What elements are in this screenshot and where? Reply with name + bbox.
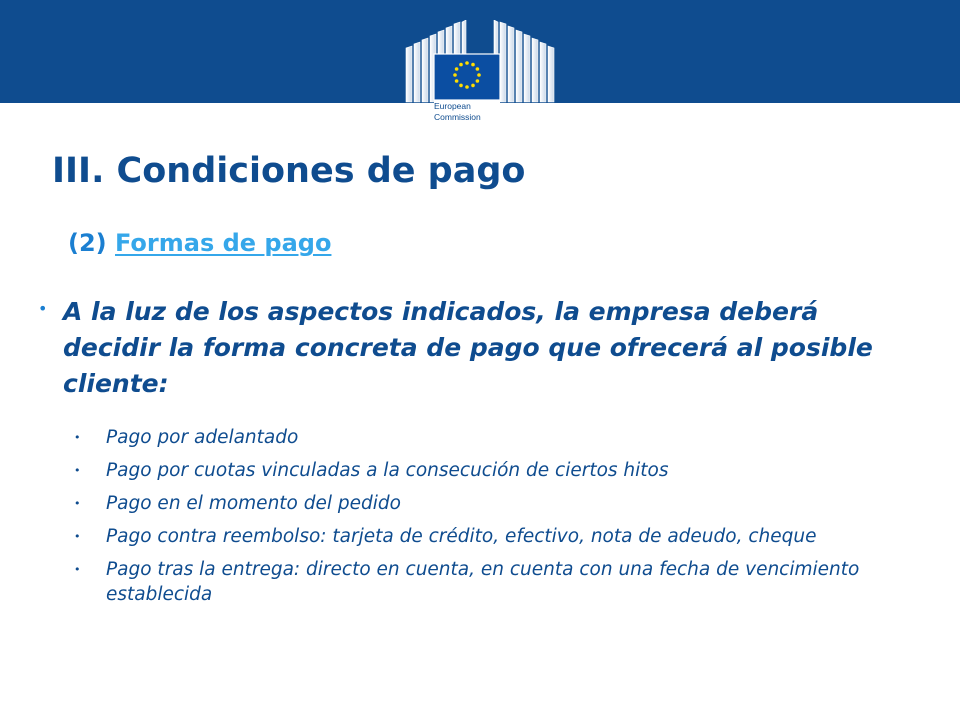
payment-methods-list (72, 425, 922, 615)
list-item-text: Pago por adelantado (106, 427, 299, 448)
list-item (72, 557, 922, 607)
section-subtitle (68, 226, 331, 260)
list-item-text: Pago en el momento del pedido (106, 493, 401, 514)
main-bullet-point (38, 294, 908, 402)
logo-line-european: European (434, 101, 471, 111)
bullet-dot-icon: • (74, 464, 81, 477)
subtitle-link-formas-de-pago[interactable]: Formas de pago (115, 229, 332, 257)
page-title: III. Condiciones de pago (52, 151, 526, 191)
list-item (72, 425, 922, 450)
subtitle-prefix: (2) (68, 229, 115, 257)
list-item-text: Pago contra reembolso: tarjeta de crédito, efectivo, nota de adeudo, cheque (106, 526, 817, 547)
list-item (72, 458, 922, 483)
main-bullet-text: A la luz de los aspectos indicados, la empresa deberá decidir la forma concreta de pago que ofrecerá al posible cliente: (63, 297, 873, 398)
list-item (72, 491, 922, 516)
list-item (72, 524, 922, 549)
bullet-dot-icon: • (74, 563, 81, 576)
bullet-dot-icon: • (74, 431, 81, 444)
bullet-dot-icon: • (74, 497, 81, 510)
list-item-text: Pago tras la entrega: directo en cuenta, en cuenta con una fecha de vencimiento establecida (106, 559, 860, 605)
bullet-dot-icon: • (38, 299, 48, 318)
eu-flag-icon (434, 54, 500, 100)
list-item-text: Pago por cuotas vinculadas a la consecución de ciertos hitos (106, 460, 669, 481)
logo-line-commission: Commission (434, 112, 481, 122)
logo-caption (434, 101, 481, 123)
bullet-dot-icon: • (74, 530, 81, 543)
